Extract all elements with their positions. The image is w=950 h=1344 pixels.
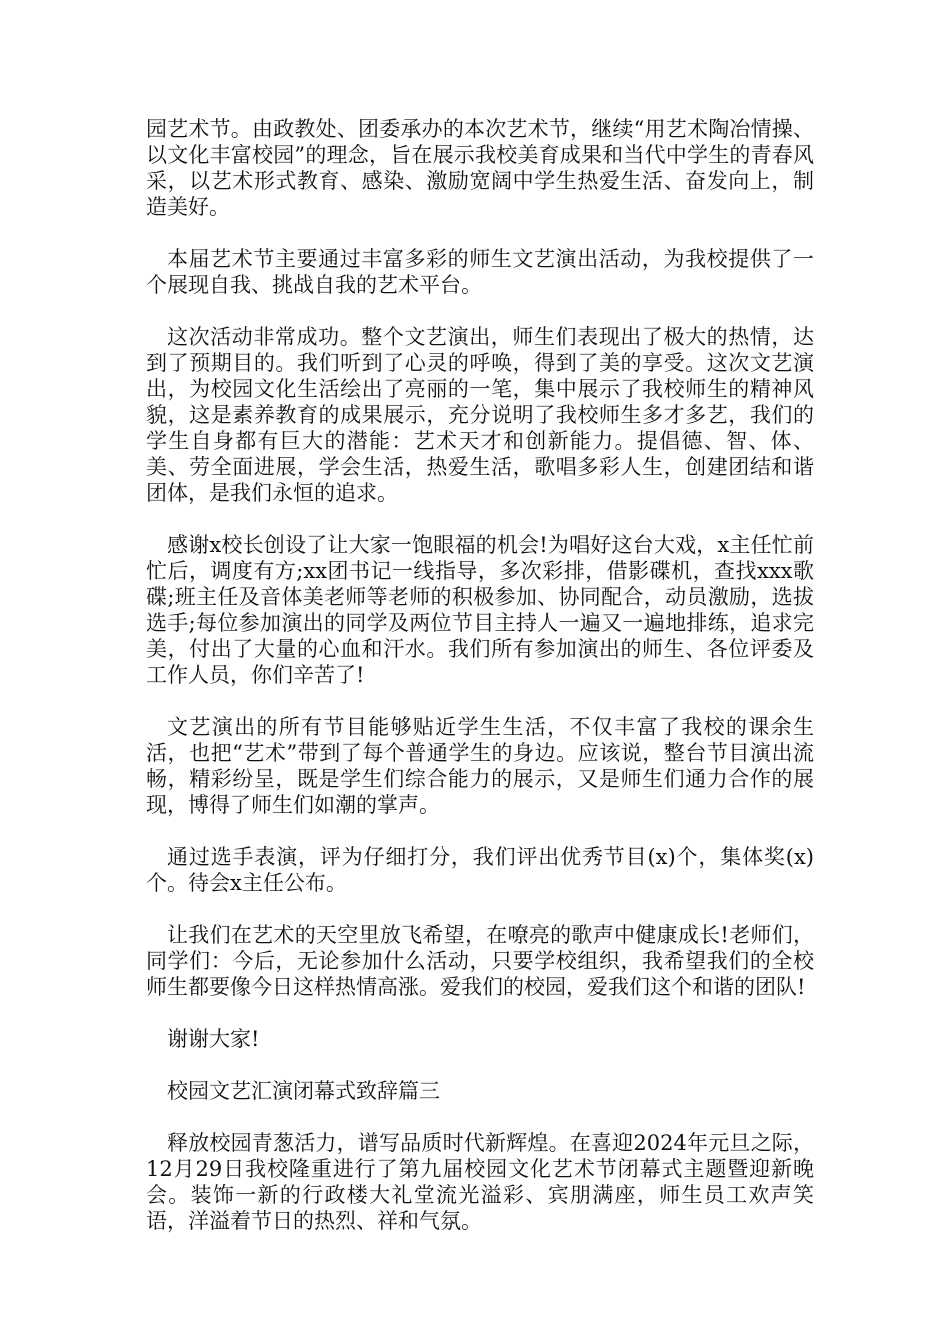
section-heading: 校园文艺汇演闭幕式致辞篇三 bbox=[167, 1079, 440, 1103]
paragraph-awards: 通过选手表演，评为仔细打分，我们评出优秀节目(x)个，集体奖(x)个。待会x主任公布。 bbox=[146, 845, 814, 895]
document-body bbox=[146, 116, 814, 1234]
paragraph-programs: 文艺演出的所有节目能够贴近学生生活，不仅丰富了我校的课余生活，也把“艺术”带到了每个普通学生的身边。应该说，整台节目演出流畅，精彩纷呈，既是学生们综合能力的展示，又是师生们通力合作的展现，博得了师生们如潮的掌声。 bbox=[146, 715, 814, 817]
paragraph-thanks: 感谢x校长创设了让大家一饱眼福的机会!为唱好这台大戏，x主任忙前忙后，调度有方;xx团书记一线指导，多次彩排，借影碟机，查找xxx歌碟;班主任及音体美老师等老师的积极参加、协同配合，动员激励，选拔选手;每位参加演出的同学及两位节目主持人一遍又一遍地排练，追求完美，付出了大量的心血和汗水。我们所有参加演出的师生、各位评委及工作人员，你们辛苦了! bbox=[146, 533, 814, 687]
paragraph-hope: 让我们在艺术的天空里放飞希望，在嘹亮的歌声中健康成长!老师们，同学们：今后，无论参加什么活动，只要学校组织，我希望我们的全校师生都要像今日这样热情高涨。爱我们的校园，爱我们这个和谐的团队! bbox=[146, 923, 814, 999]
paragraph-closing-thanks: 谢谢大家! bbox=[167, 1027, 260, 1051]
paragraph-platform: 本届艺术节主要通过丰富多彩的师生文艺演出活动，为我校提供了一个展现自我、挑战自我的艺术平台。 bbox=[146, 247, 814, 297]
paragraph-success: 这次活动非常成功。整个文艺演出，师生们表现出了极大的热情，达到了预期目的。我们听到了心灵的呼唤，得到了美的享受。这次文艺演出，为校园文化生活绘出了亮丽的一笔，集中展示了我校师生的精神风貌，这是素养教育的成果展示，充分说明了我校师生多才多艺，我们的学生自身都有巨大的潜能：艺术天才和创新能力。提倡德、智、体、美、劳全面进展，学会生活，热爱生活，歌唱多彩人生，创建团结和谐团体，是我们永恒的追求。 bbox=[146, 325, 814, 505]
paragraph-new-year: 释放校园青葱活力，谱写品质时代新辉煌。在喜迎2024年元旦之际，12月29日我校隆重进行了第九届校园文化艺术节闭幕式主题暨迎新晚会。装饰一新的行政楼大礼堂流光溢彩、宾朋满座，师生员工欢声笑语，洋溢着节日的热烈、祥和气氛。 bbox=[146, 1131, 814, 1233]
paragraph-intro-continued: 园艺术节。由政教处、团委承办的本次艺术节，继续“用艺术陶冶情操、以文化丰富校园”的理念，旨在展示我校美育成果和当代中学生的青春风采，以艺术形式教育、感染、激励宽阔中学生热爱生活、奋发向上，制造美好。 bbox=[146, 117, 814, 219]
